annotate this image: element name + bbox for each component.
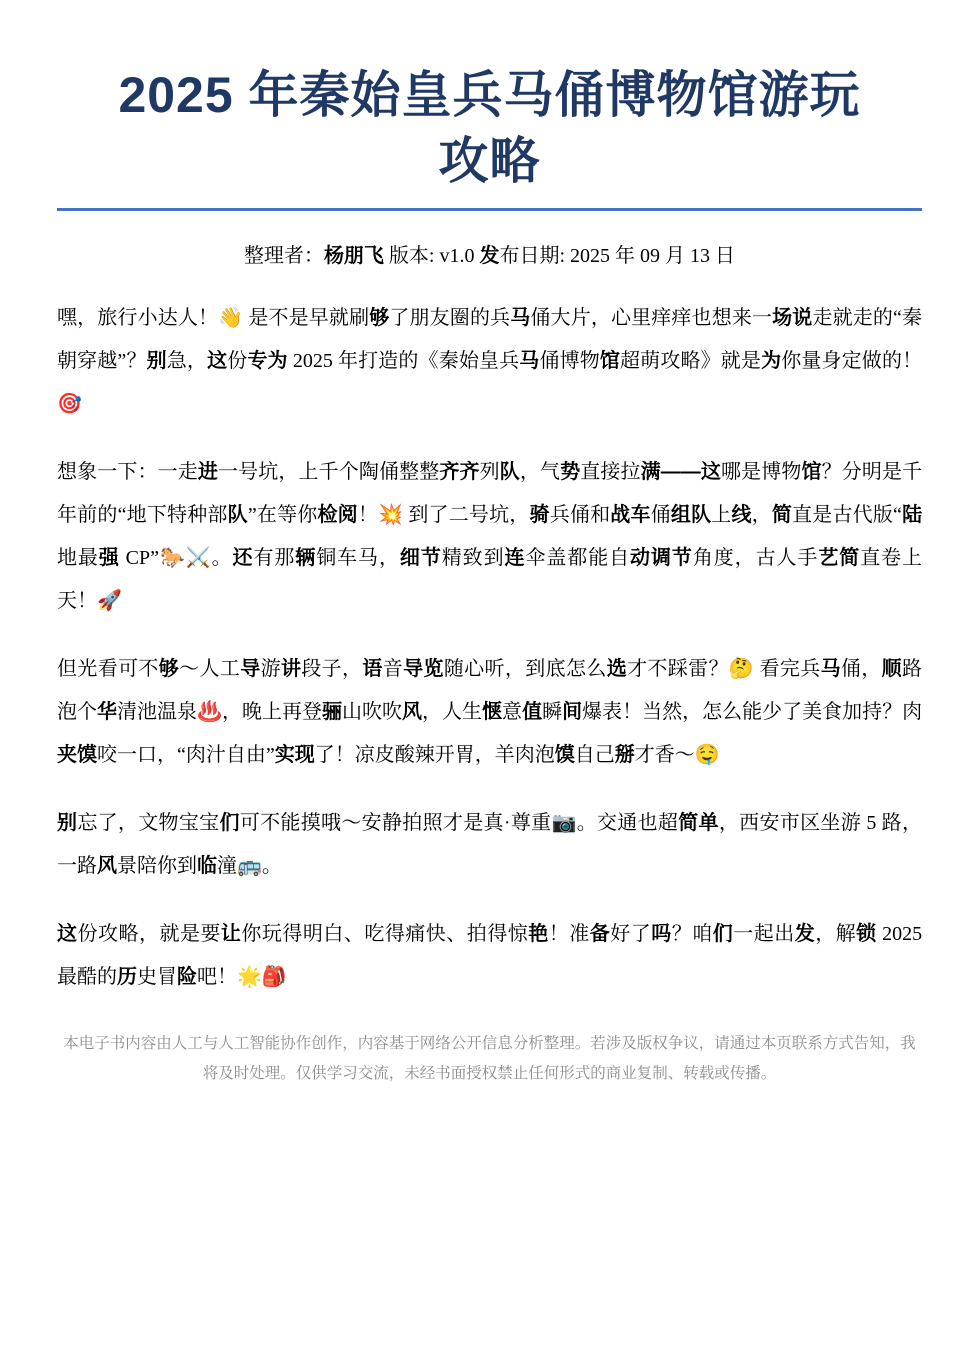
bold-text-run: 够	[158, 658, 180, 680]
bold-text-run: 语	[362, 658, 383, 680]
text-run: 瞬	[542, 701, 563, 723]
text-run: 音	[382, 658, 404, 680]
text-run: 份攻略，就是要	[77, 923, 221, 945]
bold-text-run: 间	[562, 701, 583, 723]
document-body	[57, 297, 922, 999]
bold-text-run: 连	[504, 547, 526, 569]
bold-text-run: 势	[560, 461, 581, 483]
bold-text-run: 值	[522, 701, 543, 723]
text-run: 自己	[574, 744, 615, 766]
text-run: 伞盖都能自	[525, 547, 631, 569]
text-run: 山吹吹	[341, 701, 402, 723]
text-run: ”在等你	[247, 504, 318, 526]
bold-text-run: 陆	[901, 504, 923, 526]
text-run: ？分明是千年前的“地下特种部	[57, 461, 923, 526]
bold-text-run: 备	[589, 923, 611, 945]
bold-text-run: 夹馍	[57, 744, 97, 766]
paragraph-closing	[57, 913, 922, 999]
text-run: 版本: v1.0	[383, 245, 480, 267]
title-line-1: 2025 年秦始皇兵马俑博物馆游玩	[118, 67, 861, 123]
bold-text-run: 发	[479, 245, 500, 267]
text-run: CP”	[119, 547, 160, 569]
text-run: 俑大片，心里痒痒也想来一	[530, 307, 773, 329]
text-run: 忘了，文物宝宝	[77, 812, 220, 834]
text-run: 上	[711, 504, 732, 526]
text-run: 俑	[650, 504, 671, 526]
text-run: 直是古代版“	[792, 504, 902, 526]
text-run: 才香～	[634, 744, 695, 766]
bold-text-run: 队	[227, 504, 248, 526]
horse-emoji: 🐎	[159, 547, 186, 569]
crossed-swords-emoji: ⚔️	[185, 547, 211, 569]
bold-text-run: 选	[606, 658, 628, 680]
bold-text-run: 馆	[599, 350, 621, 372]
text-run: 急，	[166, 350, 208, 372]
bold-text-run: 历	[117, 966, 137, 988]
text-run: 看完兵	[754, 658, 821, 680]
bold-text-run: 杨朋飞	[323, 245, 384, 267]
text-run: 兵俑和	[549, 504, 611, 526]
text-run: 了朋友圈的兵	[389, 307, 511, 329]
text-run: 2025 年打造的《秦始皇兵	[287, 350, 520, 372]
text-run: ，晚上再登	[221, 701, 322, 723]
text-run: 意	[502, 701, 523, 723]
text-run: 你玩得明白、吃得痛快、拍得惊	[241, 923, 529, 945]
bold-text-run: 艳	[528, 923, 549, 945]
bold-text-run: 导览	[403, 658, 444, 680]
bold-text-run: 们	[712, 923, 734, 945]
bold-text-run: 细节	[399, 547, 442, 569]
text-run: 你量身定做的！	[781, 350, 923, 372]
text-run: 随心听，到底怎么	[443, 658, 607, 680]
bold-text-run: 队	[499, 461, 520, 483]
bold-text-run: 还	[232, 547, 254, 569]
bold-text-run: 这	[207, 350, 228, 372]
text-run: 。交通也超	[576, 812, 679, 834]
bold-text-run: 强	[98, 547, 120, 569]
text-run: 咬一口，“肉汁自由”	[97, 744, 275, 766]
hot-springs-emoji: ♨️	[197, 701, 222, 723]
text-run: 一起出	[733, 923, 795, 945]
meta-line	[57, 241, 922, 271]
text-run: 直接拉	[580, 461, 641, 483]
text-run: 。	[210, 547, 233, 569]
text-run: ，解	[815, 923, 857, 945]
bold-text-run: 简	[771, 504, 793, 526]
bold-text-run: 线	[731, 504, 752, 526]
bold-text-run: 战车	[610, 504, 651, 526]
bold-text-run: 马	[820, 658, 841, 680]
bold-text-run: 馆	[801, 461, 822, 483]
bold-text-run: 简单	[678, 812, 719, 834]
text-run: 2025 最酷的	[57, 923, 923, 988]
text-run: 可不能摸哦～安静拍照才是真·尊重	[239, 812, 552, 834]
bold-text-run: 齐齐	[439, 461, 480, 483]
bold-text-run: 吗	[651, 923, 672, 945]
disclaimer-footer	[57, 1029, 922, 1089]
text-run: 俑博物	[539, 350, 600, 372]
bold-text-run: 们	[219, 812, 240, 834]
text-run: 一号坑，上千个陶俑整整	[217, 461, 440, 483]
bold-text-run: 够	[369, 307, 390, 329]
paragraph-intro	[57, 297, 922, 426]
text-run: 俑，	[840, 658, 882, 680]
text-run: 铜车马，	[316, 547, 400, 569]
bold-text-run: 险	[177, 966, 197, 988]
bold-text-run: 组队	[670, 504, 712, 526]
page-title	[57, 62, 922, 194]
text-run: 好了	[610, 923, 652, 945]
text-run: 嘿，旅行小达人！	[57, 307, 219, 329]
title-line-2: 攻略	[438, 133, 541, 189]
text-run: 精致到	[441, 547, 505, 569]
text-run: 路泡个	[57, 658, 922, 723]
bus-emoji: 🚌	[237, 855, 262, 877]
text-run: 爆表！当然，怎么能少了美食加持？肉	[582, 701, 923, 723]
bold-text-run: 这	[57, 923, 78, 945]
glowing-star-emoji: 🌟	[237, 966, 262, 988]
text-run: ！	[357, 504, 379, 526]
bold-text-run: 掰	[614, 744, 635, 766]
bold-text-run: 动调节	[630, 547, 693, 569]
text-run: ～人工	[179, 658, 241, 680]
bold-text-run: 检阅	[317, 504, 358, 526]
text-run: 但光看可不	[57, 658, 159, 680]
bold-text-run: 导	[240, 658, 261, 680]
text-run: 是不是早就刷	[243, 307, 370, 329]
rocket-emoji: 🚀	[97, 590, 122, 612]
text-run: 份	[227, 350, 248, 372]
text-run: 角度，古人手	[692, 547, 819, 569]
bold-text-run: 临	[197, 855, 217, 877]
bold-text-run: 马	[519, 350, 540, 372]
bold-text-run: 让	[220, 923, 242, 945]
text-run: 列	[479, 461, 500, 483]
paragraph-etiquette-transport	[57, 802, 922, 888]
text-run: 超萌攻略》就是	[620, 350, 762, 372]
text-run: 直卷上天！	[57, 547, 923, 612]
bold-text-run: 别	[57, 812, 78, 834]
text-run: 地最	[57, 547, 99, 569]
text-run: ，气	[519, 461, 561, 483]
bold-text-run: 为	[761, 350, 782, 372]
bold-text-run: 惬	[482, 701, 503, 723]
text-run: ，	[751, 504, 772, 526]
bold-text-run: 场说	[772, 307, 813, 329]
bold-text-run: 讲	[280, 658, 302, 680]
text-run: 布日期: 2025 年 09 月 13 日	[499, 245, 736, 267]
text-run: 吧！	[197, 966, 237, 988]
text-run: 才不踩雷？	[627, 658, 729, 680]
bold-text-run: 辆	[295, 547, 317, 569]
bold-text-run: 馍	[554, 744, 575, 766]
text-run: 整理者：	[243, 245, 324, 267]
collision-emoji: 💥	[378, 504, 404, 526]
bold-text-run: 骊	[321, 701, 342, 723]
bold-text-run: 马	[510, 307, 531, 329]
paragraph-guide-food	[57, 648, 922, 777]
bold-text-run: 顺	[881, 658, 902, 680]
text-run: 本电子书内容由人工与人工智能协作创作，内容基于网络公开信息分析整理。若涉及版权争议，请通过本页联系方式告知，我将及时处理。仅供学习交流，未经书面授权禁止任何形式的商业复制、转载或传播。	[63, 1035, 916, 1082]
text-run: 潼	[217, 855, 237, 877]
target-emoji: 🎯	[57, 393, 82, 415]
text-run: 清池温泉	[117, 701, 198, 723]
bold-text-run: 锁	[856, 923, 877, 945]
text-run: 史冒	[137, 966, 177, 988]
thinking-face-emoji: 🤔	[728, 658, 755, 680]
bold-text-run: 进	[197, 461, 218, 483]
text-run: 有那	[253, 547, 296, 569]
text-run: ？咱	[671, 923, 713, 945]
waving-hand-emoji: 👋	[218, 307, 244, 329]
paragraph-pits	[57, 451, 922, 623]
text-run: 。	[261, 855, 282, 877]
text-run: 哪是博物	[720, 461, 802, 483]
bold-text-run: 实现	[274, 744, 315, 766]
bold-text-run: 骑	[529, 504, 550, 526]
bold-text-run: 别	[146, 350, 167, 372]
bold-text-run: 风	[97, 855, 117, 877]
bold-text-run: 艺简	[818, 547, 861, 569]
text-run: ！准	[548, 923, 590, 945]
text-run: 段子，	[301, 658, 363, 680]
bold-text-run: 风	[402, 701, 423, 723]
text-run: 景陪你到	[117, 855, 197, 877]
bold-text-run: 专为	[247, 350, 288, 372]
bold-text-run: 满——这	[640, 461, 721, 483]
camera-emoji: 📷	[551, 812, 577, 834]
title-underline	[57, 208, 922, 211]
text-run: 走就走的“秦朝穿越”？	[57, 307, 923, 372]
text-run: 想象一下：一走	[57, 461, 198, 483]
bold-text-run: 发	[794, 923, 816, 945]
bold-text-run: 华	[97, 701, 118, 723]
document-page	[57, 0, 922, 1089]
text-run: ，西安市区坐游 5 路，一路	[57, 812, 922, 877]
text-run: 了！凉皮酸辣开胃，羊肉泡	[314, 744, 555, 766]
backpack-emoji: 🎒	[261, 966, 287, 988]
text-run: 游	[260, 658, 281, 680]
text-run: 到了二号坑，	[403, 504, 530, 526]
drooling-face-emoji: 🤤	[694, 744, 720, 766]
text-run: ，人生	[422, 701, 483, 723]
